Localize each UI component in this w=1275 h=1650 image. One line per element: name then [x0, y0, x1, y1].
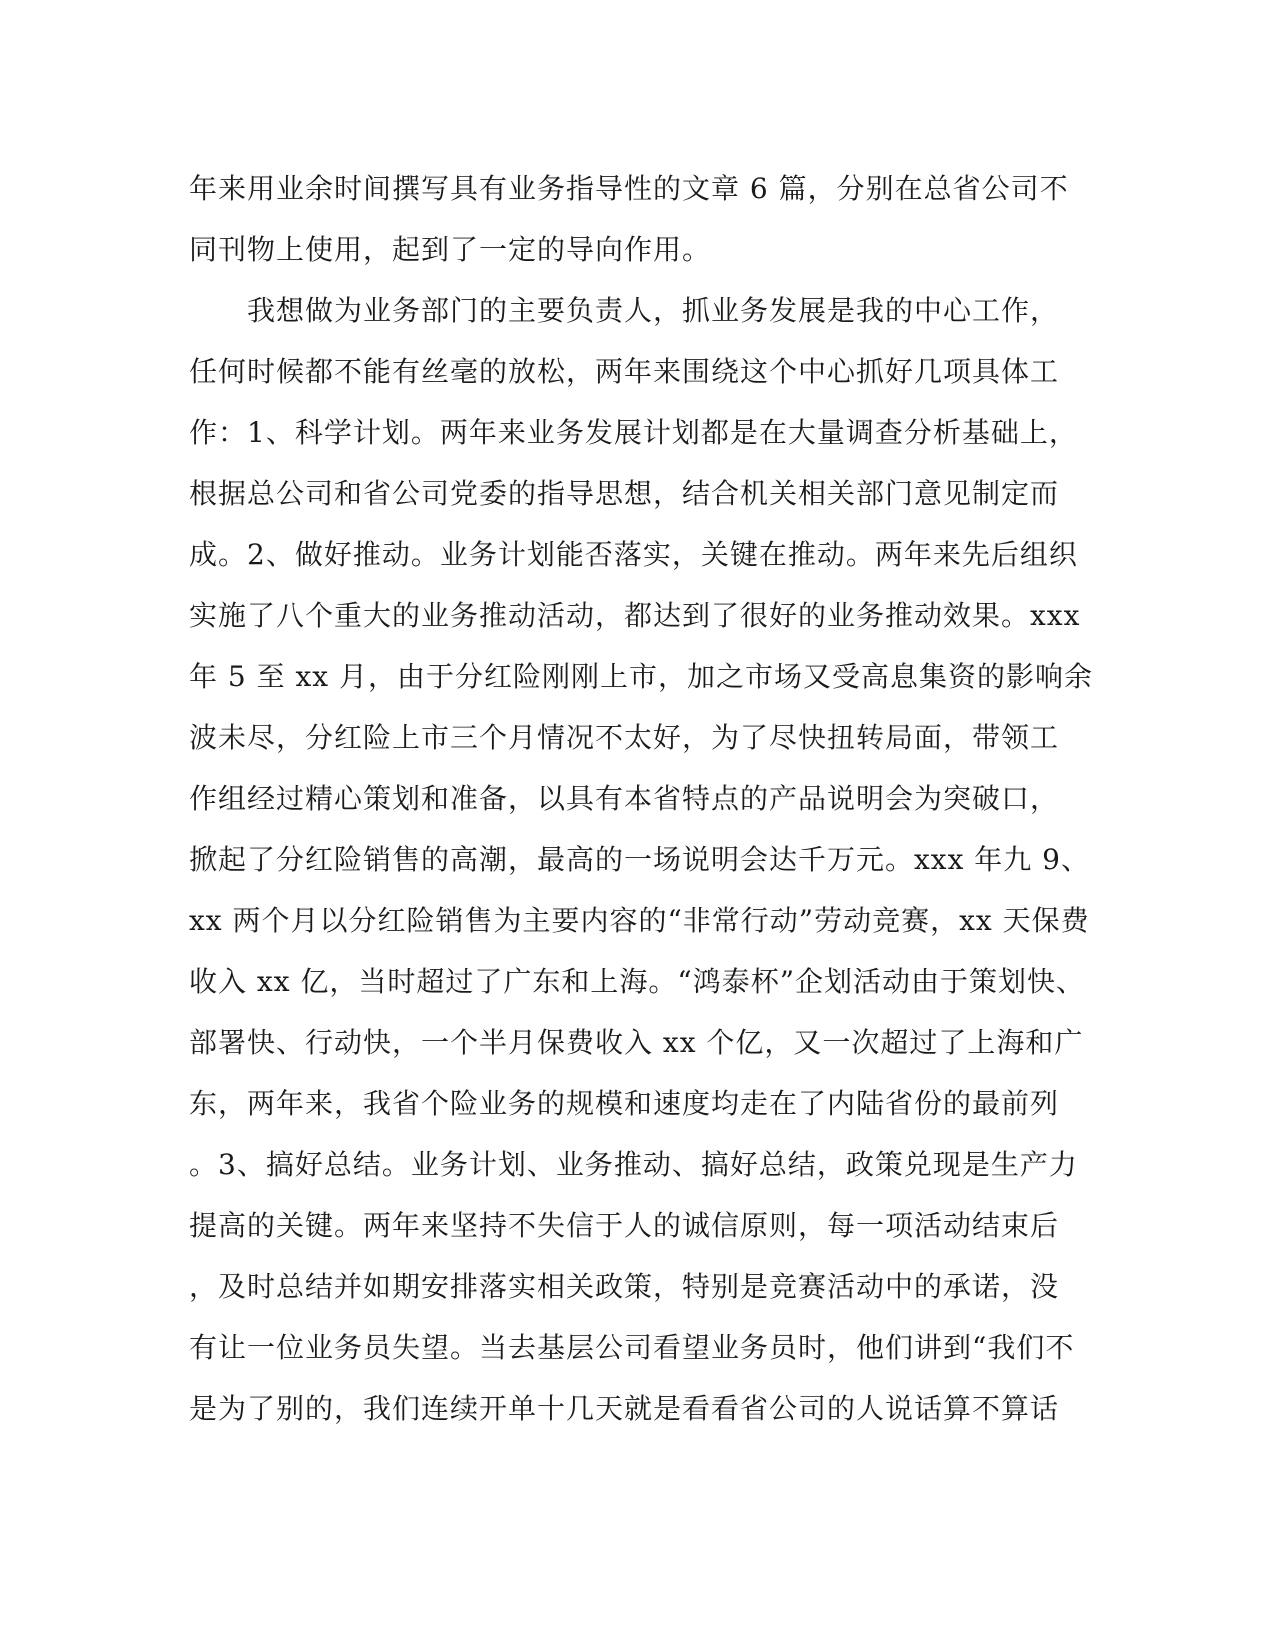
paragraph-first-line: 我想做为业务部门的主要负责人，抓业务发展是我的中心工作， — [189, 294, 1060, 327]
text-line: 根据总公司和省公司党委的指导思想，结合机关相关部门意见制定而 — [189, 477, 1060, 510]
text-line: 成。2、做好推动。业务计划能否落实，关键在推动。两年来先后组织 — [189, 538, 1078, 571]
body-text — [189, 158, 1094, 1439]
text-line: 年来用业余时间撰写具有业务指导性的文章 6 篇，分别在总省公司不 — [189, 172, 1069, 205]
text-line: 有让一位业务员失望。当去基层公司看望业务员时，他们讲到“我们不 — [189, 1331, 1075, 1364]
text-line: 同刊物上使用，起到了一定的导向作用。 — [189, 233, 712, 266]
text-line: 波未尽，分红险上市三个月情况不太好，为了尽快扭转局面，带领工 — [189, 721, 1060, 754]
text-line: 收入 xx 亿，当时超过了广东和上海。“鸿泰杯”企划活动由于策划快、 — [189, 965, 1086, 998]
text-line: 实施了八个重大的业务推动活动，都达到了很好的业务推动效果。xxx — [189, 599, 1081, 632]
text-line: ，及时总结并如期安排落实相关政策，特别是竞赛活动中的承诺，没 — [189, 1270, 1060, 1303]
text-line: xx 两个月以分红险销售为主要内容的“非常行动”劳动竞赛，xx 天保费 — [189, 904, 1090, 937]
text-line: 部署快、行动快，一个半月保费收入 xx 个亿，又一次超过了上海和广 — [189, 1026, 1084, 1059]
text-line: 任何时候都不能有丝毫的放松，两年来围绕这个中心抓好几项具体工 — [189, 355, 1060, 388]
text-line: 东，两年来，我省个险业务的规模和速度均走在了内陆省份的最前列 — [189, 1087, 1060, 1120]
text-line: 年 5 至 xx 月，由于分红险刚刚上市，加之市场又受高息集资的影响余 — [189, 660, 1094, 693]
text-line: 提高的关键。两年来坚持不失信于人的诚信原则，每一项活动结束后 — [189, 1209, 1060, 1242]
text-line: 作组经过精心策划和准备，以具有本省特点的产品说明会为突破口， — [189, 782, 1060, 815]
text-line: 作：1、科学计划。两年来业务发展计划都是在大量调查分析基础上， — [189, 416, 1078, 449]
text-line: 。3、搞好总结。业务计划、业务推动、搞好总结，政策兑现是生产力 — [189, 1148, 1078, 1181]
text-line: 是为了别的，我们连续开单十几天就是看看省公司的人说话算不算话 — [189, 1392, 1060, 1425]
text-line: 掀起了分红险销售的高潮，最高的一场说明会达千万元。xxx 年九 9、 — [189, 843, 1090, 876]
